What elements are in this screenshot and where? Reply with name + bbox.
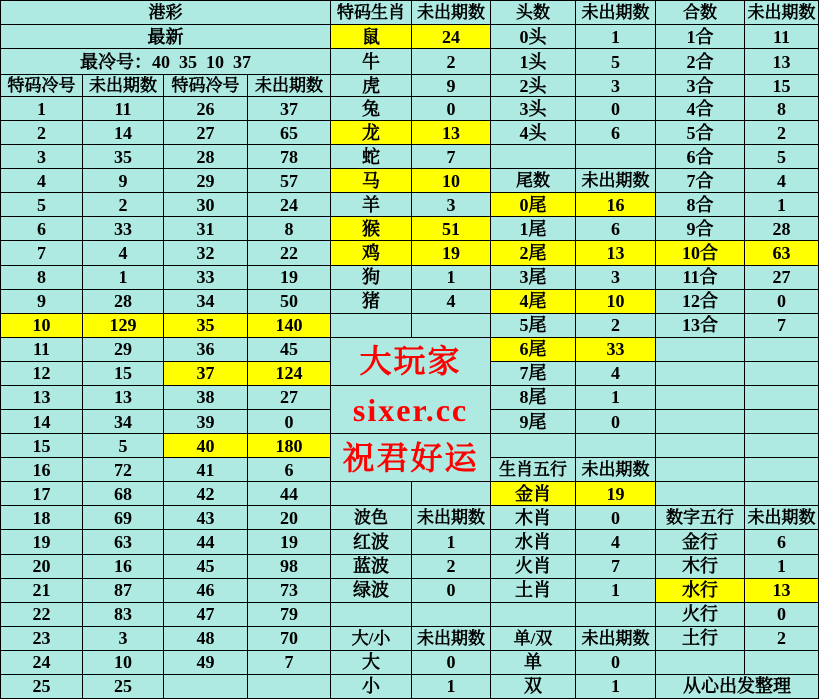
- cold-number: 31: [164, 217, 248, 241]
- wave-label: 蓝波: [331, 555, 412, 579]
- sums-value: 5: [745, 145, 819, 169]
- empty-cell: [745, 458, 819, 482]
- wave-label: 绿波: [331, 579, 412, 603]
- zodiac_five-value: 0: [576, 506, 656, 530]
- cold-number: 14: [1, 410, 83, 434]
- missing-count: 29: [83, 338, 164, 362]
- zodiac-value: 51: [412, 217, 491, 241]
- odd_even-label: 单: [491, 651, 576, 675]
- wave-value: 0: [412, 579, 491, 603]
- cold-number: 38: [164, 386, 248, 410]
- cold-number: 39: [164, 410, 248, 434]
- zodiac-value: 13: [412, 121, 491, 145]
- number_five-value: 2: [745, 627, 819, 651]
- sums-label: 3合: [656, 75, 745, 97]
- tails-label: 0尾: [491, 193, 576, 217]
- missing-count: 5: [83, 434, 164, 458]
- empty-cell: [656, 410, 745, 434]
- odd_even-value: 1: [576, 675, 656, 699]
- missing-count: 124: [248, 362, 331, 386]
- cold-number: 30: [164, 193, 248, 217]
- tails-value: 0: [576, 410, 656, 434]
- heads-header: 头数: [491, 1, 576, 25]
- missing-count: [248, 675, 331, 699]
- zodiac-label: 蛇: [331, 145, 412, 169]
- missing-count: 57: [248, 169, 331, 193]
- watermark-line-3: 祝君好运: [331, 434, 491, 482]
- missing-count: 129: [83, 314, 164, 338]
- big_small-header: 未出期数: [412, 627, 491, 651]
- cold-number: 19: [1, 530, 83, 554]
- empty-cell: [745, 482, 819, 506]
- cold-number: 43: [164, 506, 248, 530]
- missing-count: 28: [83, 290, 164, 314]
- empty-cell: [331, 314, 412, 338]
- missing-count: 2: [83, 193, 164, 217]
- wave-header: 未出期数: [412, 506, 491, 530]
- watermark-line-1: 大玩家: [331, 338, 491, 386]
- missing-count: 98: [248, 555, 331, 579]
- number_five-header: 未出期数: [745, 506, 819, 530]
- heads-label: 3头: [491, 97, 576, 121]
- heads-header: 未出期数: [576, 1, 656, 25]
- empty-cell: [576, 145, 656, 169]
- cold-number: 49: [164, 651, 248, 675]
- heads-label: 0头: [491, 25, 576, 49]
- empty-cell: [745, 651, 819, 675]
- tails-label: 9尾: [491, 410, 576, 434]
- zodiac-value: 24: [412, 25, 491, 49]
- cold-number: 9: [1, 290, 83, 314]
- empty-cell: [656, 386, 745, 410]
- coldest-numbers: 最冷号：40 35 10 37: [1, 49, 331, 75]
- zodiac_five-header: 未出期数: [576, 458, 656, 482]
- cold-number: 34: [164, 290, 248, 314]
- missing-count: 73: [248, 579, 331, 603]
- zodiac-label: 鸡: [331, 241, 412, 265]
- sums-label: 4合: [656, 97, 745, 121]
- zodiac-value: 2: [412, 49, 491, 75]
- tails-value: 2: [576, 314, 656, 338]
- empty-cell: [412, 603, 491, 627]
- big_small-value: 1: [412, 675, 491, 699]
- empty-cell: [656, 434, 745, 458]
- missing-count: 10: [83, 651, 164, 675]
- cold-number: 42: [164, 482, 248, 506]
- zodiac_five-label: 金肖: [491, 482, 576, 506]
- zodiac_five-value: 1: [576, 579, 656, 603]
- sums-value: 11: [745, 25, 819, 49]
- missing-count: 35: [83, 145, 164, 169]
- number_five-label: 火行: [656, 603, 745, 627]
- empty-cell: [745, 410, 819, 434]
- sums-value: 1: [745, 193, 819, 217]
- missing-count: 68: [83, 482, 164, 506]
- missing-count: 33: [83, 217, 164, 241]
- empty-cell: [412, 482, 491, 506]
- cold-number: 29: [164, 169, 248, 193]
- sums-value: 8: [745, 97, 819, 121]
- missing-count: 20: [248, 506, 331, 530]
- sums-label: 11合: [656, 266, 745, 290]
- zodiac-header: 特码生肖: [331, 1, 412, 25]
- left-column-header: 未出期数: [248, 75, 331, 97]
- cold-number: 8: [1, 266, 83, 290]
- missing-count: 15: [83, 362, 164, 386]
- zodiac-label: 龙: [331, 121, 412, 145]
- zodiac-label: 猪: [331, 290, 412, 314]
- cold-number: 41: [164, 458, 248, 482]
- zodiac_five-label: 木肖: [491, 506, 576, 530]
- empty-cell: [745, 386, 819, 410]
- cold-number: 28: [164, 145, 248, 169]
- cold-number: 27: [164, 121, 248, 145]
- odd_even-header: 未出期数: [576, 627, 656, 651]
- zodiac-label: 牛: [331, 49, 412, 75]
- sums-label: 10合: [656, 241, 745, 265]
- missing-count: 27: [248, 386, 331, 410]
- missing-count: 0: [248, 410, 331, 434]
- table-title: 港彩: [1, 1, 331, 25]
- left-column-header: 未出期数: [83, 75, 164, 97]
- cold-number: 47: [164, 603, 248, 627]
- tails-label: 2尾: [491, 241, 576, 265]
- missing-count: 34: [83, 410, 164, 434]
- tails-header: 未出期数: [576, 169, 656, 193]
- zodiac-value: 19: [412, 241, 491, 265]
- cold-number: 37: [164, 362, 248, 386]
- sums-label: 9合: [656, 217, 745, 241]
- sums-value: 7: [745, 314, 819, 338]
- missing-count: 3: [83, 627, 164, 651]
- cold-number: 25: [1, 675, 83, 699]
- cold-number: [164, 675, 248, 699]
- missing-count: 25: [83, 675, 164, 699]
- missing-count: 24: [248, 193, 331, 217]
- empty-cell: [491, 145, 576, 169]
- heads-value: 0: [576, 97, 656, 121]
- cold-number: 13: [1, 386, 83, 410]
- odd_even-value: 0: [576, 651, 656, 675]
- empty-cell: [745, 434, 819, 458]
- number_five-value: 13: [745, 579, 819, 603]
- cold-number: 33: [164, 266, 248, 290]
- cold-number: 1: [1, 97, 83, 121]
- missing-count: 69: [83, 506, 164, 530]
- cold-number: 16: [1, 458, 83, 482]
- missing-count: 44: [248, 482, 331, 506]
- sums-value: 4: [745, 169, 819, 193]
- cold-number: 2: [1, 121, 83, 145]
- tails-value: 10: [576, 290, 656, 314]
- empty-cell: [412, 314, 491, 338]
- missing-count: 87: [83, 579, 164, 603]
- left-column-header: 特码冷号: [1, 75, 83, 97]
- zodiac_five-value: 7: [576, 555, 656, 579]
- latest-label: 最新: [1, 25, 331, 49]
- big_small-value: 0: [412, 651, 491, 675]
- heads-label: 1头: [491, 49, 576, 75]
- number_five-label: 水行: [656, 579, 745, 603]
- cold-number: 32: [164, 241, 248, 265]
- sums-label: 8合: [656, 193, 745, 217]
- wave-value: 2: [412, 555, 491, 579]
- heads-value: 6: [576, 121, 656, 145]
- tails-value: 6: [576, 217, 656, 241]
- tails-label: 1尾: [491, 217, 576, 241]
- tails-label: 8尾: [491, 386, 576, 410]
- empty-cell: [656, 362, 745, 386]
- missing-count: 4: [83, 241, 164, 265]
- sums-value: 0: [745, 290, 819, 314]
- zodiac-value: 4: [412, 290, 491, 314]
- cold-number: 24: [1, 651, 83, 675]
- zodiac-value: 1: [412, 266, 491, 290]
- tails-label: 3尾: [491, 266, 576, 290]
- heads-label: 2头: [491, 75, 576, 97]
- missing-count: 65: [248, 121, 331, 145]
- missing-count: 1: [83, 266, 164, 290]
- missing-count: 50: [248, 290, 331, 314]
- tails-label: 6尾: [491, 338, 576, 362]
- zodiac-value: 9: [412, 75, 491, 97]
- zodiac-label: 兔: [331, 97, 412, 121]
- missing-count: 45: [248, 338, 331, 362]
- cold-number: 18: [1, 506, 83, 530]
- missing-count: 13: [83, 386, 164, 410]
- sums-label: 6合: [656, 145, 745, 169]
- tails-label: 5尾: [491, 314, 576, 338]
- missing-count: 19: [248, 266, 331, 290]
- cold-number: 36: [164, 338, 248, 362]
- cold-number: 46: [164, 579, 248, 603]
- cold-number: 20: [1, 555, 83, 579]
- watermark-line-2: sixer.cc: [331, 386, 491, 434]
- zodiac-label: 马: [331, 169, 412, 193]
- cold-number: 6: [1, 217, 83, 241]
- missing-count: 63: [83, 530, 164, 554]
- zodiac-value: 10: [412, 169, 491, 193]
- sums-value: 28: [745, 217, 819, 241]
- sums-value: 13: [745, 49, 819, 75]
- sums-label: 5合: [656, 121, 745, 145]
- tails-value: 1: [576, 386, 656, 410]
- sums-label: 12合: [656, 290, 745, 314]
- empty-cell: [656, 651, 745, 675]
- missing-count: 79: [248, 603, 331, 627]
- tails-value: 16: [576, 193, 656, 217]
- big_small-label: 大: [331, 651, 412, 675]
- number_five-value: 1: [745, 555, 819, 579]
- empty-cell: [656, 338, 745, 362]
- cold-number: 7: [1, 241, 83, 265]
- missing-count: 14: [83, 121, 164, 145]
- wave-value: 1: [412, 530, 491, 554]
- number_five-value: 6: [745, 530, 819, 554]
- left-column-header: 特码冷号: [164, 75, 248, 97]
- cold-number: 17: [1, 482, 83, 506]
- missing-count: 180: [248, 434, 331, 458]
- sums-label: 2合: [656, 49, 745, 75]
- cold-number: 23: [1, 627, 83, 651]
- missing-count: 140: [248, 314, 331, 338]
- zodiac_five-header: 生肖五行: [491, 458, 576, 482]
- empty-cell: [576, 434, 656, 458]
- missing-count: 78: [248, 145, 331, 169]
- sums-value: 2: [745, 121, 819, 145]
- sums-label: 1合: [656, 25, 745, 49]
- cold-number: 5: [1, 193, 83, 217]
- missing-count: 11: [83, 97, 164, 121]
- empty-cell: [491, 603, 576, 627]
- missing-count: 37: [248, 97, 331, 121]
- cold-number: 26: [164, 97, 248, 121]
- zodiac-label: 猴: [331, 217, 412, 241]
- missing-count: 22: [248, 241, 331, 265]
- wave-label: 红波: [331, 530, 412, 554]
- cold-number: 15: [1, 434, 83, 458]
- heads-label: 4头: [491, 121, 576, 145]
- odd_even-label: 双: [491, 675, 576, 699]
- sums-header: 未出期数: [745, 1, 819, 25]
- empty-cell: [331, 482, 412, 506]
- sums-header: 合数: [656, 1, 745, 25]
- empty-cell: [491, 434, 576, 458]
- heads-value: 3: [576, 75, 656, 97]
- sums-label: 13合: [656, 314, 745, 338]
- missing-count: 19: [248, 530, 331, 554]
- number_five-value: 0: [745, 603, 819, 627]
- sums-label: 7合: [656, 169, 745, 193]
- heads-value: 5: [576, 49, 656, 75]
- missing-count: 70: [248, 627, 331, 651]
- heads-value: 1: [576, 25, 656, 49]
- cold-number: 4: [1, 169, 83, 193]
- zodiac_five-value: 19: [576, 482, 656, 506]
- tails-header: 尾数: [491, 169, 576, 193]
- empty-cell: [331, 603, 412, 627]
- big_small-label: 小: [331, 675, 412, 699]
- sums-value: 15: [745, 75, 819, 97]
- zodiac_five-label: 火肖: [491, 555, 576, 579]
- cold-number: 22: [1, 603, 83, 627]
- zodiac-label: 鼠: [331, 25, 412, 49]
- number_five-label: 金行: [656, 530, 745, 554]
- missing-count: 7: [248, 651, 331, 675]
- missing-count: 9: [83, 169, 164, 193]
- zodiac-label: 羊: [331, 193, 412, 217]
- zodiac-value: 7: [412, 145, 491, 169]
- missing-count: 16: [83, 555, 164, 579]
- empty-cell: [656, 482, 745, 506]
- sums-value: 27: [745, 266, 819, 290]
- zodiac-label: 狗: [331, 266, 412, 290]
- empty-cell: [745, 338, 819, 362]
- empty-cell: [576, 603, 656, 627]
- zodiac_five-label: 土肖: [491, 579, 576, 603]
- sums-value: 63: [745, 241, 819, 265]
- cold-number: 12: [1, 362, 83, 386]
- cold-number: 45: [164, 555, 248, 579]
- missing-count: 8: [248, 217, 331, 241]
- footer-credit: 从心出发整理: [656, 675, 819, 699]
- cold-number: 48: [164, 627, 248, 651]
- cold-number: 21: [1, 579, 83, 603]
- tails-value: 3: [576, 266, 656, 290]
- tails-label: 4尾: [491, 290, 576, 314]
- zodiac-value: 3: [412, 193, 491, 217]
- cold-number: 35: [164, 314, 248, 338]
- cold-number: 10: [1, 314, 83, 338]
- number_five-label: 土行: [656, 627, 745, 651]
- empty-cell: [745, 362, 819, 386]
- number_five-header: 数字五行: [656, 506, 745, 530]
- odd_even-header: 单/双: [491, 627, 576, 651]
- cold-number: 44: [164, 530, 248, 554]
- tails-value: 33: [576, 338, 656, 362]
- wave-header: 波色: [331, 506, 412, 530]
- tails-label: 7尾: [491, 362, 576, 386]
- number_five-label: 木行: [656, 555, 745, 579]
- missing-count: 83: [83, 603, 164, 627]
- missing-count: 6: [248, 458, 331, 482]
- tails-value: 13: [576, 241, 656, 265]
- tails-value: 4: [576, 362, 656, 386]
- cold-number: 11: [1, 338, 83, 362]
- zodiac-label: 虎: [331, 75, 412, 97]
- empty-cell: [656, 458, 745, 482]
- missing-count: 72: [83, 458, 164, 482]
- cold-number: 3: [1, 145, 83, 169]
- big_small-header: 大/小: [331, 627, 412, 651]
- zodiac-header: 未出期数: [412, 1, 491, 25]
- zodiac_five-value: 4: [576, 530, 656, 554]
- zodiac-value: 0: [412, 97, 491, 121]
- zodiac_five-label: 水肖: [491, 530, 576, 554]
- cold-number: 40: [164, 434, 248, 458]
